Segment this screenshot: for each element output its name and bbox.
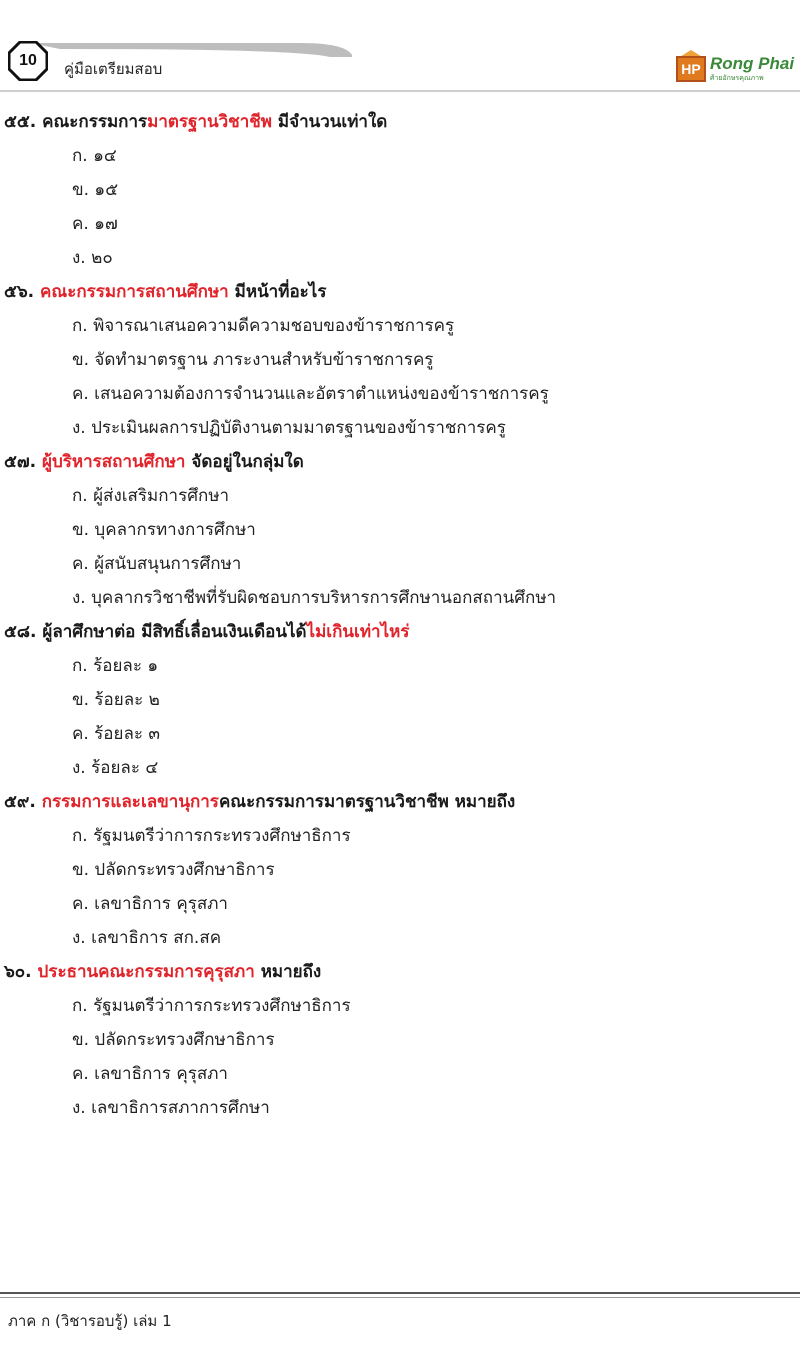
question-segment: จัดอยู่ในกลุ่มใด bbox=[185, 452, 304, 472]
question-number: ๕๗. bbox=[4, 452, 37, 472]
footer-divider-thin bbox=[0, 1297, 800, 1298]
answer-option: ข. ร้อยละ ๒ bbox=[72, 690, 160, 710]
answer-option: ก. พิจารณาเสนอความดีความชอบของข้าราชการครู bbox=[72, 316, 455, 336]
book-title: คู่มือเตรียมสอบ bbox=[64, 60, 163, 78]
answer-option: ค. ๑๗ bbox=[72, 214, 118, 234]
logo-name: Rong Phai bbox=[710, 54, 795, 73]
answer-option: ก. รัฐมนตรีว่าการกระทรวงศึกษาธิการ bbox=[72, 826, 351, 846]
answer-option: ง. เลขาธิการสภาการศึกษา bbox=[72, 1098, 270, 1118]
question-text bbox=[0, 955, 800, 989]
question-highlight: ไม่เกินเท่าไหร่ bbox=[306, 622, 410, 642]
answer-option: ก. ๑๔ bbox=[72, 146, 117, 166]
answer-option: ง. ๒๐ bbox=[72, 248, 113, 268]
question-list bbox=[0, 105, 800, 1125]
question-item bbox=[0, 785, 800, 955]
answer-option: ง. บุคลากรวิชาชีพที่รับผิดชอบการบริหารการศึกษานอกสถานศึกษา bbox=[72, 588, 557, 608]
question-item bbox=[0, 615, 800, 785]
answer-option: ข. ปลัดกระทรวงศึกษาธิการ bbox=[72, 860, 275, 880]
logo-badge: HP bbox=[676, 56, 706, 82]
answer-option: ง. ประเมินผลการปฏิบัติงานตามมาตรฐานของข้าราชการครู bbox=[72, 418, 506, 438]
answer-option: ข. จัดทำมาตรฐาน ภาระงานสำหรับข้าราชการครู bbox=[72, 350, 434, 370]
answer-option: ง. เลขาธิการ สก.สค bbox=[72, 928, 222, 948]
page-header bbox=[0, 0, 800, 100]
question-segment: ผู้ลาศึกษาต่อ มีสิทธิ์เลื่อนเงินเดือนได้ bbox=[42, 622, 307, 642]
question-segment: มีจำนวนเท่าใด bbox=[271, 112, 388, 132]
answer-option: ข. ๑๕ bbox=[72, 180, 119, 200]
question-text bbox=[0, 275, 800, 309]
question-text bbox=[0, 105, 800, 139]
footer-divider bbox=[0, 1292, 800, 1294]
question-segment: มีหน้าที่อะไร bbox=[228, 282, 327, 302]
question-text bbox=[0, 785, 800, 819]
question-highlight: ประธานคณะกรรมการคุรุสภา bbox=[37, 962, 255, 982]
question-number: ๕๖. bbox=[4, 282, 35, 302]
question-number: ๕๕. bbox=[4, 112, 37, 132]
question-number: ๕๘. bbox=[4, 622, 37, 642]
logo-tagline: ศ้ายอักษรคุณภาพ bbox=[710, 75, 764, 82]
question-highlight: คณะกรรมการสถานศึกษา bbox=[40, 282, 229, 302]
answer-option: ก. รัฐมนตรีว่าการกระทรวงศึกษาธิการ bbox=[72, 996, 351, 1016]
answer-option: ค. ผู้สนับสนุนการศึกษา bbox=[72, 554, 242, 574]
page-number: 10 bbox=[19, 52, 37, 69]
question-segment: คณะกรรมการ bbox=[42, 112, 148, 132]
question-item bbox=[0, 275, 800, 445]
question-text bbox=[0, 615, 800, 649]
page-number-badge bbox=[8, 41, 48, 81]
question-highlight: กรรมการและเลขานุการ bbox=[41, 792, 219, 812]
question-segment: คณะกรรมการมาตรฐานวิชาชีพ หมายถึง bbox=[218, 792, 516, 812]
publisher-logo bbox=[676, 50, 798, 84]
answer-option: ค. เลขาธิการ คุรุสภา bbox=[72, 894, 228, 914]
answer-option: ค. ร้อยละ ๓ bbox=[72, 724, 161, 744]
answer-option: ข. บุคลากรทางการศึกษา bbox=[72, 520, 256, 540]
header-tab-shape bbox=[0, 35, 360, 95]
question-text bbox=[0, 445, 800, 479]
answer-option: ก. ผู้ส่งเสริมการศึกษา bbox=[72, 486, 230, 506]
answer-option: ค. เสนอความต้องการจำนวนและอัตราตำแหน่งของข้าราชการครู bbox=[72, 384, 549, 404]
question-item bbox=[0, 445, 800, 615]
question-segment: หมายถึง bbox=[254, 962, 322, 982]
answer-option: ข. ปลัดกระทรวงศึกษาธิการ bbox=[72, 1030, 275, 1050]
question-highlight: ผู้บริหารสถานศึกษา bbox=[42, 452, 186, 472]
question-highlight: มาตรฐานวิชาชีพ bbox=[147, 112, 272, 132]
question-number: ๖๐. bbox=[4, 962, 32, 982]
footer-label: ภาค ก (วิชารอบรู้) เล่ม 1 bbox=[8, 1312, 172, 1330]
question-item bbox=[0, 105, 800, 275]
answer-option: ง. ร้อยละ ๔ bbox=[72, 758, 159, 778]
question-number: ๕๙. bbox=[4, 792, 36, 812]
header-divider bbox=[0, 90, 800, 92]
question-item bbox=[0, 955, 800, 1125]
answer-option: ก. ร้อยละ ๑ bbox=[72, 656, 159, 676]
answer-option: ค. เลขาธิการ คุรุสภา bbox=[72, 1064, 228, 1084]
